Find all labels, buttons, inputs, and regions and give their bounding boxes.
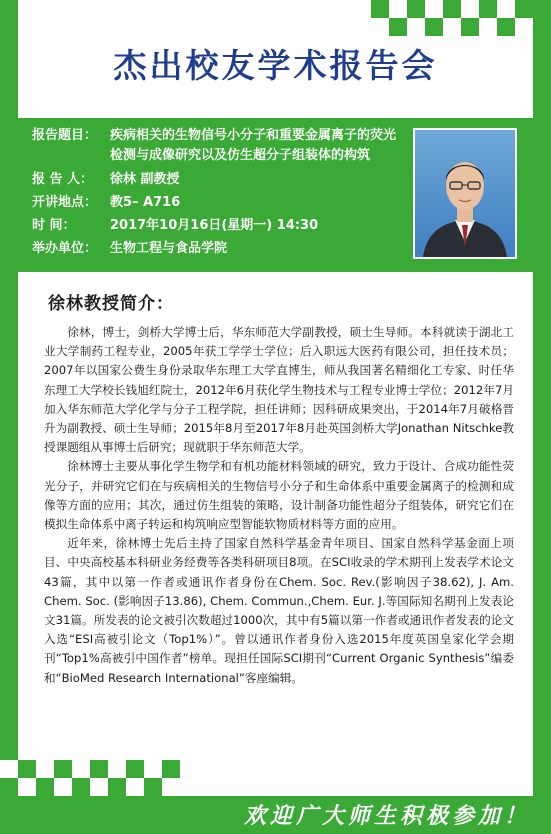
bottom-checker-decoration [0, 760, 180, 796]
venue-label: 开讲地点： [32, 195, 98, 210]
welcome-slogan: 欢迎广大师生积极参加！ [243, 803, 530, 829]
page-title: 杰出校友学术报告会 [113, 46, 438, 85]
host-label: 举办单位： [32, 241, 98, 256]
portrait-photo-icon [415, 130, 515, 257]
time-label: 时 间： [32, 218, 76, 233]
bio-paragraph: 近年来，徐林博士先后主持了国家自然科学基金青年项目、国家自然科学基金面上项目、中央高校基本科研业务经费等各类科研项目8项。在SCI收录的学术期刊上发表学术论文43篇，其中以第一作者或通讯作者身份在Chem. Soc. Rev.(影响因子38.62), J. Am. Chem. Soc. (影响因子13.86), Chem. Commun.,Chem. Eur. J.等国际知名期刊上发表论文31篇。所发表的论文被引次数超过1000次，其中有5篇以第一作者或通讯作者发表的论文入选“ESI高被引论文（Top1%）”。曾以通讯作者身份入选2015年度英国皇家化学会期刊“Top1%高被引中国作者”榜单。现担任国际SCI期刊“Current Organic Synthesis”编委和“BioMed Research International”客座编辑。 [44, 536, 514, 685]
topic-line-2: 检测与成像研究以及仿生超分子组装体的构筑 [110, 148, 371, 163]
speaker-label: 报 告 人： [32, 172, 94, 187]
topic-label: 报告题目： [32, 128, 98, 143]
topic-line-1: 疾病相关的生物信号小分子和重要金属离子的荧光 [110, 128, 397, 143]
host-value: 生物工程与食品学院 [110, 241, 228, 256]
time-row [32, 216, 318, 235]
bio-heading: 徐林教授简介： [48, 294, 174, 314]
top-checker-decoration [371, 0, 551, 36]
right-green-border [533, 0, 551, 834]
host-row [32, 239, 227, 258]
bio-paragraph: 徐林，博士，剑桥大学博士后，华东师范大学副教授，硕士生导师。本科就读于湖北工业大学制药工程专业，2005年获工学学士学位；后入职远大医药有限公司，担任技术员；2007年以国家公费生身份录取华东理工大学直博生，师从我国著名精细化工专家、时任华东理工大学校长钱旭红院士，2012年6月获化学生物技术与工程专业博士学位；2012年7月加入华东师范大学化学与分子工程学院，担任讲师；因科研成果突出，于2014年7月破格晋升为副教授、硕士生导师；2015年8月至2017年8月赴英国剑桥大学Jonathan Nitschke教授课题组从事博士后研究；现就职于华东师范大学。 [44, 325, 514, 455]
speaker-value: 徐林 副教授 [110, 172, 180, 187]
left-green-border [0, 0, 18, 834]
venue-value: 教5– A716 [110, 195, 181, 210]
venue-row [32, 193, 180, 212]
speaker-row [32, 170, 180, 189]
bio-paragraph: 徐林博士主要从事化学生物学和有机功能材料领域的研究，致力于设计、合成功能性荧光分子，并研究它们在与疾病相关的生物信号小分子和生命体系中重要金属离子的检测和成像等方面的应用；其次，通过仿生组装的策略，设计制备功能性超分子组装体，研究它们在模拟生命体系中离子转运和构筑响应型智能软物质材料等方面的应用。 [44, 459, 514, 532]
topic-row [32, 126, 396, 145]
speaker-portrait [413, 128, 517, 259]
bio-text [44, 323, 514, 688]
time-value: 2017年10月16日(星期一) 14:30 [110, 218, 319, 233]
